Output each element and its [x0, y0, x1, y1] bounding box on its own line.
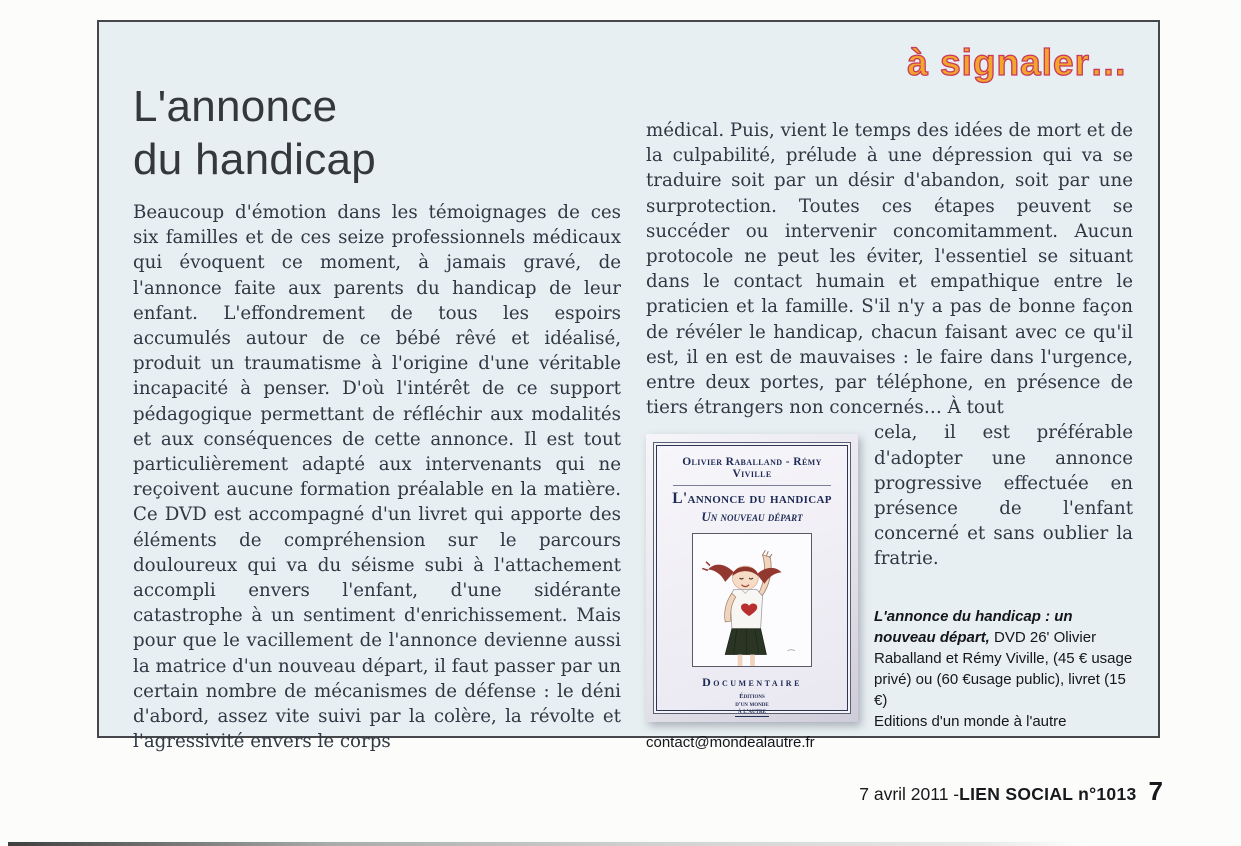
- dvd-cover-publisher-logo: [735, 693, 768, 717]
- dvd-cover-divider: [673, 485, 831, 486]
- page-footer: [859, 776, 1163, 807]
- publisher-line-1: Éditions: [739, 693, 765, 701]
- dvd-cover-authors: Olivier Raballand - Rémy Viville: [682, 456, 822, 481]
- article-panel: [97, 20, 1160, 753]
- caption-details: DVD 26' Olivier Raballand et Rémy Viville, (45 € usage privé) ou (60 €usage public), livret (15 €): [874, 628, 1133, 709]
- right-column: [646, 118, 1133, 753]
- scan-edge-artifact: [8, 842, 1083, 846]
- left-column-paragraph: Beaucoup d'émotion dans les témoignages de ces six familles et de ces seize professionnels médicaux qui évoquent ce moment, à jamais gravé, de l'annonce faite aux parents du handicap de leur enfant. L'effondrement de tous les espoirs accumulés autour de ce bébé rêvé et idéalisé, produit un traumatisme à l'origine d'une véritable incapacité à penser. D'où l'intérêt de ce support pédagogique permettant de réfléchir aux modalités et aux conséquences de cette annonce. Il est tout particulièrement adapté aux intervenants qui ne reçoivent aucune formation préalable en la matière. Ce DVD est accompagné d'un livret qui apporte des éléments de compréhension sur le parcours douloureux qui va du séisme subi à l'attachement accompli envers l'enfant, d'une sidérante catastrophe à un sentiment d'enrichissement. Mais pour que le vacillement de l'annonce devienne aussi la matrice d'un nouveau départ, il faut passer par un certain nombre de mécanismes de défense : le déni d'abord, assez vite suivi par la colère, la révolte et l'agressivité envers le corps: [133, 202, 621, 753]
- dvd-cover-title: L'annonce du handicap: [672, 490, 832, 508]
- left-column: [133, 200, 621, 754]
- media-block: [646, 420, 1133, 752]
- dvd-cover-subtitle: Un nouveau départ: [701, 509, 803, 525]
- footer-page-number: 7: [1148, 776, 1163, 806]
- article-title-line2: du handicap: [133, 135, 377, 184]
- dvd-cover-genre: Documentaire: [702, 675, 802, 690]
- article-title-line1: L'annonce: [133, 82, 338, 131]
- right-column-intro-paragraph: médical. Puis, vient le temps des idées de mort et de la culpabilité, prélude à une dépression qui va se traduire soit par un désir d'abandon, soit par une surprotection. Toutes ces étapes peuvent se succéder ou intervenir concomitamment. Aucun protocole ne peut les éviter, l'essentiel se situant dans le contact humain et empathique entre le praticien et la famille. S'il n'y a pas de bonne façon de révéler le handicap, chacun faisant avec ce qu'il est, il en est de mauvaises : le faire dans l'urgence, entre deux portes, par téléphone, en présence de tiers étrangers non concernés… À tout: [646, 120, 1133, 419]
- right-column-wrap-paragraph: cela, il est préférable d'adopter une annonce progressive effectuée en présence de l'enfant concerné et sans oublier la fratrie.: [874, 422, 1133, 570]
- section-badge: à signaler…: [907, 42, 1128, 83]
- girl-illustration-icon: [693, 534, 811, 666]
- caption-email: contact@mondealautre.fr: [646, 733, 815, 751]
- publisher-line-2: d'un monde: [735, 700, 769, 708]
- dvd-cover-illustration: [692, 533, 812, 667]
- dvd-cover: [646, 434, 858, 722]
- publisher-line-3: à l'autre: [738, 708, 766, 716]
- footer-date: 7 avril 2011 -: [859, 784, 960, 804]
- dvd-cover-frame: [656, 445, 848, 716]
- caption-publisher: Editions d'un monde à l'autre: [874, 712, 1067, 730]
- footer-magazine: LIEN SOCIAL n°1013: [959, 784, 1137, 804]
- caption-title: L'annonce du handicap : un nouveau départ,: [874, 607, 1073, 646]
- article-title: [133, 80, 376, 186]
